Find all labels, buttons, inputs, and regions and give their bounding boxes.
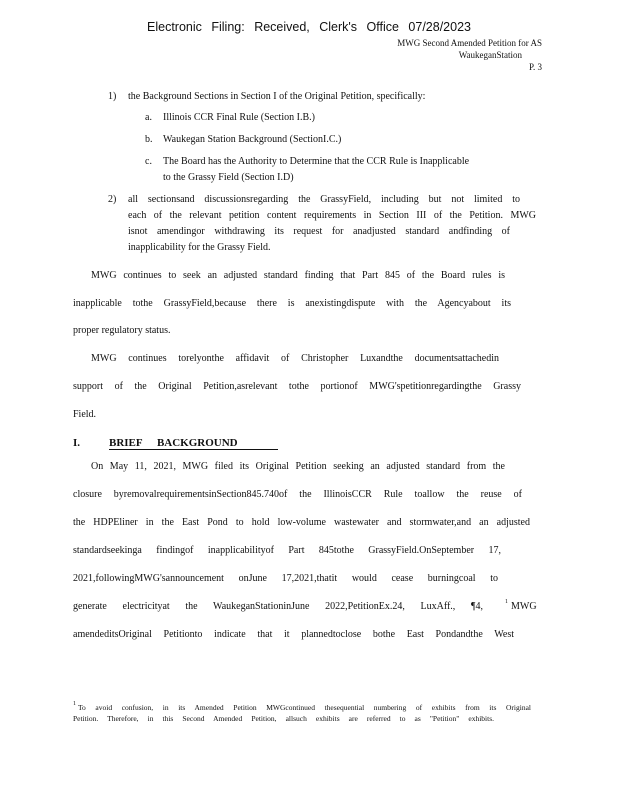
page-number: P. 3 bbox=[528, 62, 542, 72]
para3-line6-end: MWG bbox=[511, 601, 537, 612]
footnote-line1: To avoid confusion, in its Amended Petition MWGcontinued thesequential numbering of exhibits from its Original bbox=[78, 703, 531, 712]
footnote-marker: 1 bbox=[73, 701, 76, 707]
para3-line5: 2021,followingMWG'sannouncement onJune 17,2021,thatit would cease burningcoal to bbox=[73, 573, 498, 584]
running-header-station: WaukeganStation bbox=[458, 50, 522, 60]
running-header-title: MWG Second Amended Petition for AS bbox=[397, 38, 542, 48]
para3-line6: generate electricityat the WaukeganStationinJune 2022,PetitionEx.24, LuxAff., ¶4, bbox=[73, 601, 483, 612]
section-title: BRIEF BACKGROUND bbox=[109, 437, 278, 450]
para3-line4: standardseekinga findingof inapplicabilityof Part 845tothe GrassyField.OnSeptember 17, bbox=[73, 545, 501, 556]
para2-line3: Field. bbox=[73, 409, 97, 420]
sublist-marker-b: b. bbox=[145, 134, 153, 145]
footnote-reference: 1 bbox=[505, 599, 508, 605]
list-item-2-line2: each of the relevant petition content requirements in Section III of the Petition. MWG bbox=[128, 210, 536, 221]
sublist-item-c-line1: The Board has the Authority to Determine that the CCR Rule is Inapplicable bbox=[163, 156, 470, 167]
sublist-marker-c: c. bbox=[145, 156, 152, 167]
list-item-2-line4: inapplicability for the Grassy Field. bbox=[128, 242, 271, 253]
list-item-2-line1: all sectionsand discussionsregarding the GrassyField, including but not limited to bbox=[128, 194, 520, 205]
para3-line7: amendeditsOriginal Petitionto indicate that it plannedtoclose bothe East Pondandthe West bbox=[73, 629, 514, 640]
sublist-item-b: Waukegan Station Background (SectionI.C.) bbox=[163, 134, 342, 145]
sublist-marker-a: a. bbox=[145, 112, 152, 123]
list-number-2: 2) bbox=[108, 194, 117, 205]
para1-line3: proper regulatory status. bbox=[73, 325, 171, 336]
list-item-2-line3: isnot amendingor withdrawing its request for anadjusted standard andfinding of bbox=[128, 226, 510, 237]
sublist-item-c-line2: to the Grassy Field (Section I.D) bbox=[163, 172, 294, 183]
para1-line2: inapplicable tothe GrassyField,because there is anexistingdispute with the Agencyabout its bbox=[73, 298, 511, 309]
list-item-1: the Background Sections in Section I of the Original Petition, specifically: bbox=[128, 91, 426, 102]
para1-line1: MWG continues to seek an adjusted standard finding that Part 845 of the Board rules is bbox=[91, 270, 505, 281]
para3-line1: On May 11, 2021, MWG filed its Original Petition seeking an adjusted standard from the bbox=[91, 461, 505, 472]
para3-line2: closure byremovalrequirementsinSection845.740of the IllinoisCCR Rule toallow the reuse of bbox=[73, 489, 522, 500]
para2-line1: MWG continues torelyonthe affidavit of Christopher Luxandthe documentsattachedin bbox=[91, 353, 499, 364]
list-number-1: 1) bbox=[108, 91, 117, 102]
sublist-item-a: Illinois CCR Final Rule (Section I.B.) bbox=[163, 112, 315, 123]
electronic-filing-stamp: Electronic Filing: Received, Clerk's Office 07/28/2023 bbox=[147, 20, 471, 34]
section-number: I. bbox=[73, 437, 81, 449]
footnote-line2: Petition. Therefore, in this Second Amended Petition, allsuch exhibits are referred to as "Petition" exhibits. bbox=[73, 714, 494, 723]
para3-line3: the HDPEliner in the East Pond to hold low-volume wastewater and stormwater,and an adjusted bbox=[73, 517, 530, 528]
para2-line2: support of the Original Petition,asrelevant tothe portionof MWG'spetitionregardingthe Grassy bbox=[73, 381, 521, 392]
